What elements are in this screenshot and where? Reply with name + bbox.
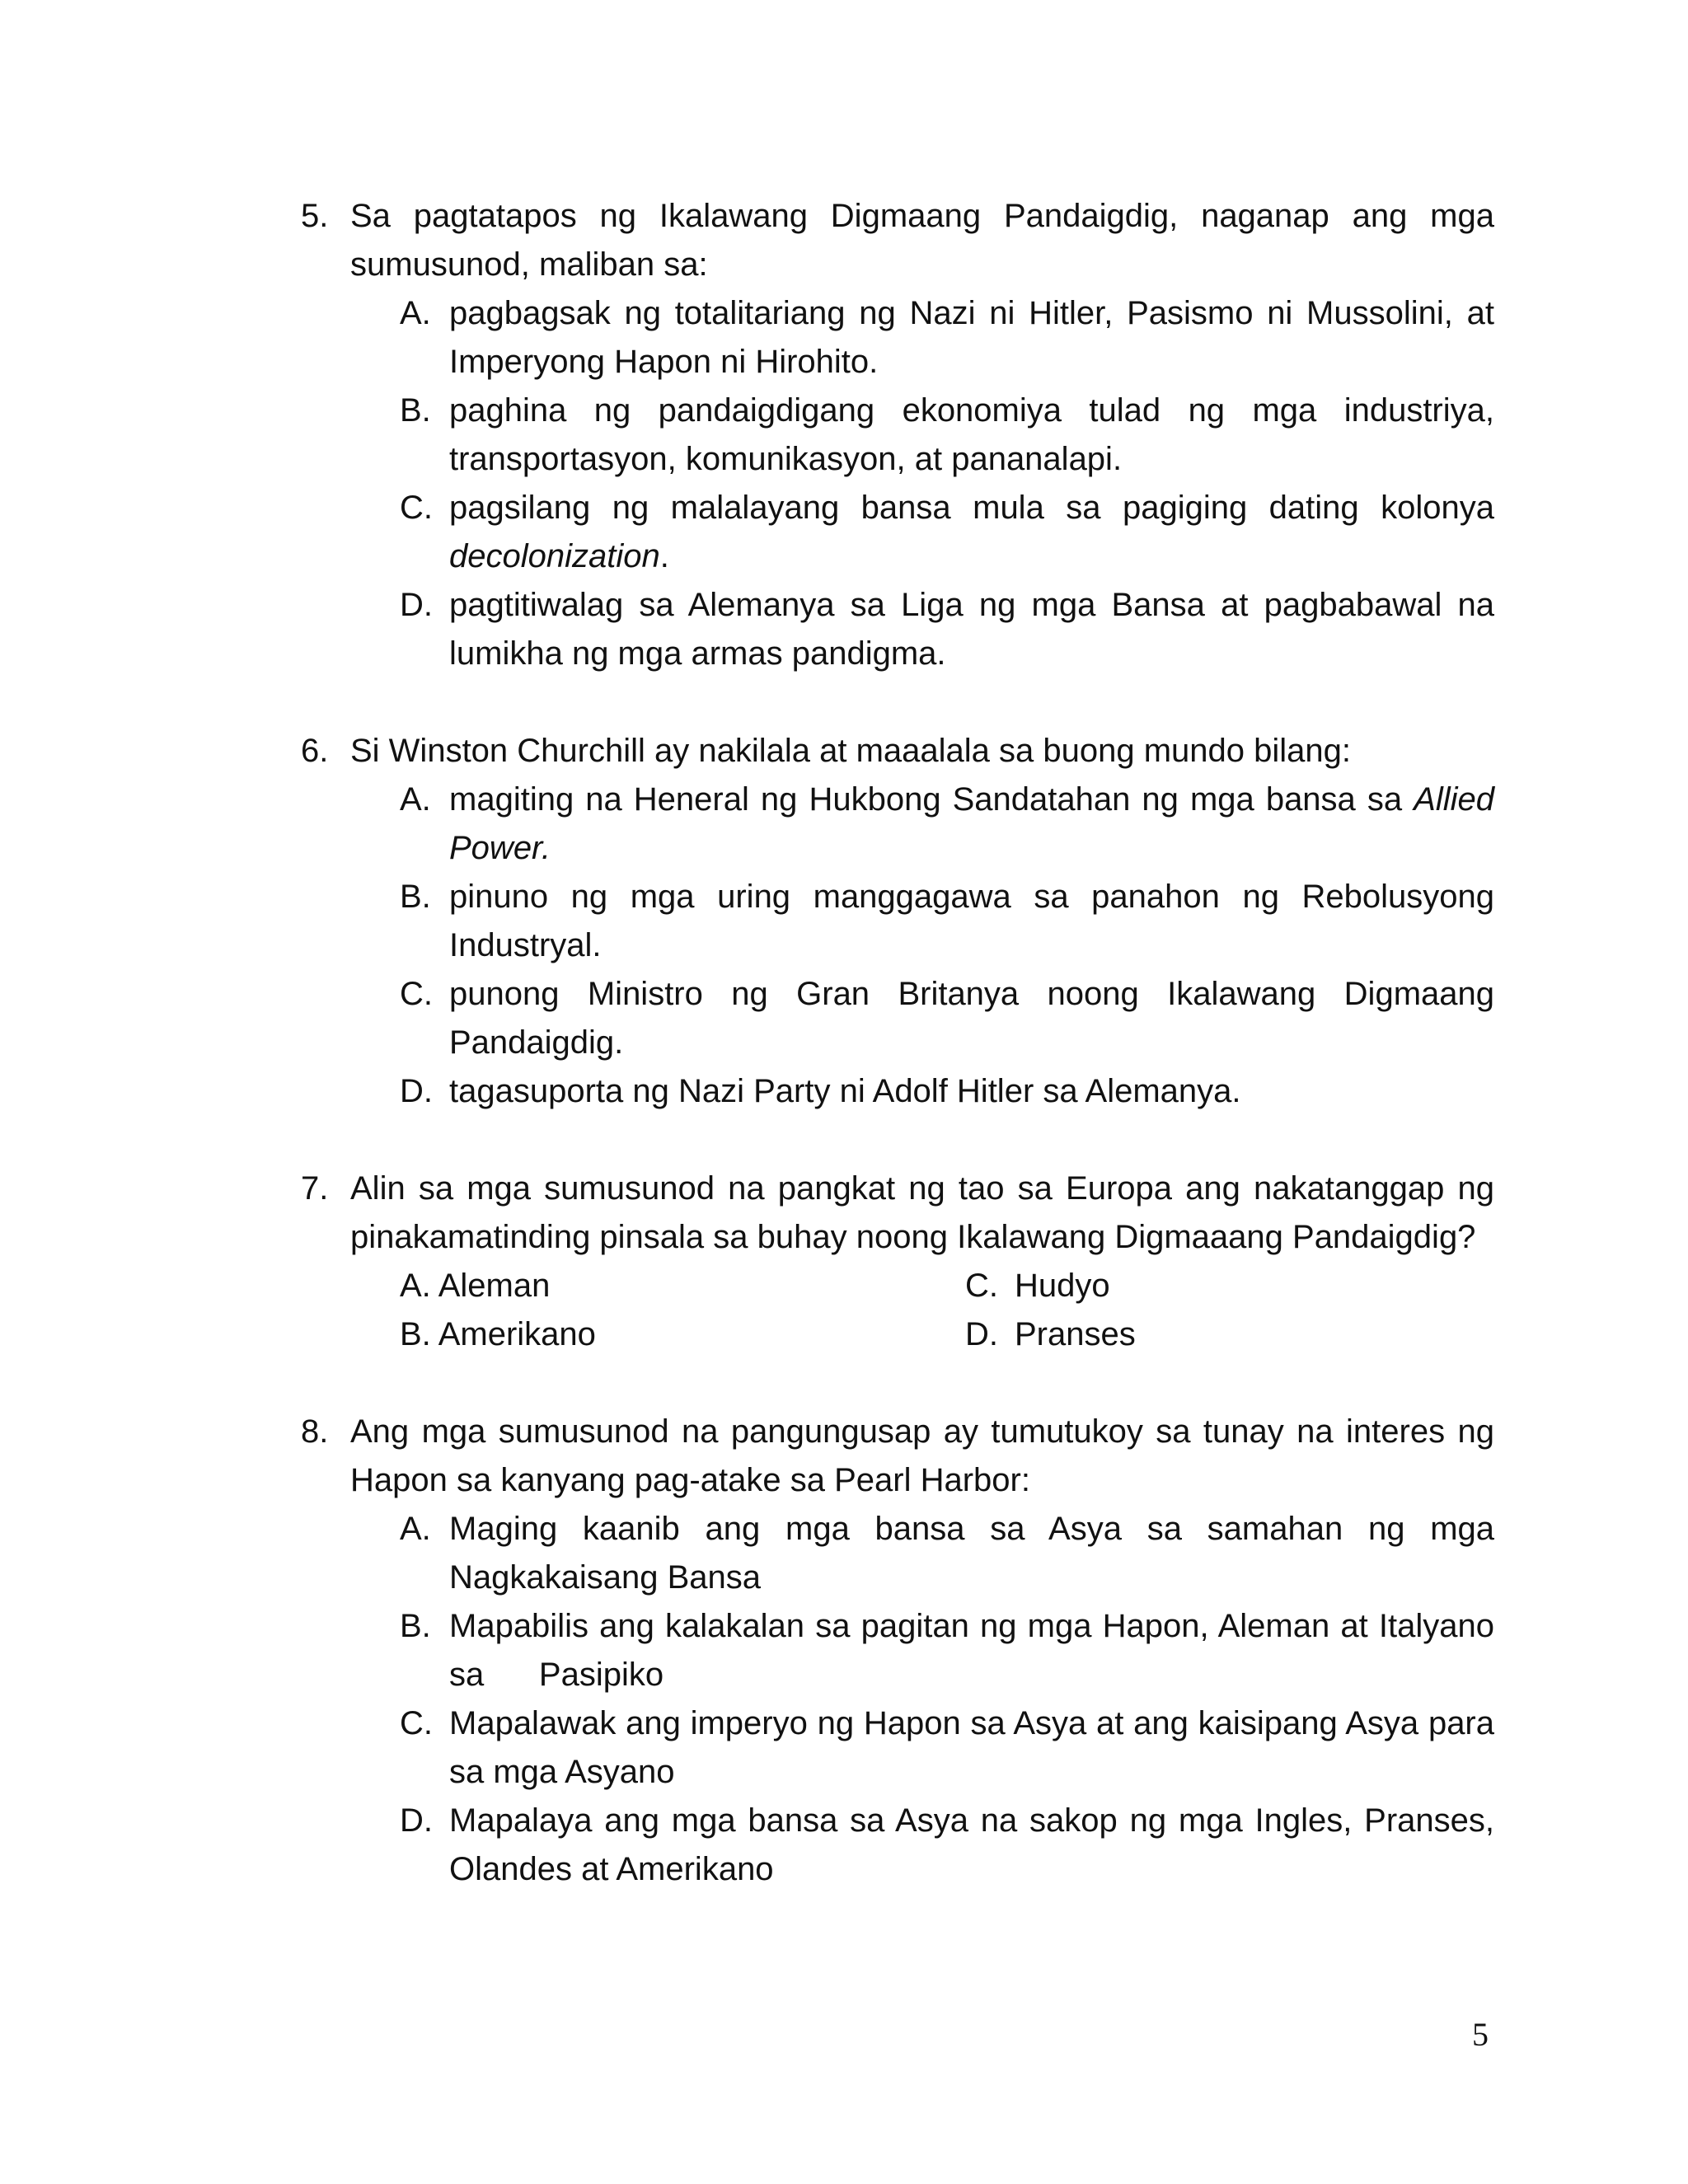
choice-list xyxy=(301,1505,1494,1894)
choice-text: Hudyo xyxy=(1015,1268,1110,1304)
question-text: Ang mga sumusunod na pangungusap ay tumutukoy sa tunay na interes ng Hapon sa kanyang pag-atake sa Pearl Harbor: xyxy=(350,1413,1494,1498)
choice-list xyxy=(301,776,1494,1116)
choice-a xyxy=(400,1262,550,1310)
choice-d xyxy=(965,1310,1136,1359)
question-5 xyxy=(301,192,1494,678)
choice-letter: D. xyxy=(400,1802,433,1839)
question-stem xyxy=(301,1165,1494,1262)
question-text: Si Winston Churchill ay nakilala at maaalala sa buong mundo bilang: xyxy=(350,733,1352,769)
choice-text: Mapalaya ang mga bansa sa Asya na sakop ng mga Ingles, Pranses, Olandes at Amerikano xyxy=(449,1802,1494,1887)
choice-text xyxy=(449,484,1494,581)
choice-text: punong Ministro ng Gran Britanya noong Ikalawang Digmaang Pandaigdig. xyxy=(449,976,1494,1061)
choice-text-italic: Allied Power. xyxy=(449,781,1495,866)
question-6 xyxy=(301,727,1494,1116)
choice-d xyxy=(301,1797,1494,1894)
choice-letter: C. xyxy=(400,490,433,526)
page-number: 5 xyxy=(1472,2016,1489,2053)
question-number: 8. xyxy=(301,1413,329,1450)
question-number: 5. xyxy=(301,198,329,234)
choice-letter: B. xyxy=(400,1316,431,1352)
choice-text: Amerikano xyxy=(438,1316,596,1352)
choice-letter: C. xyxy=(400,1705,433,1741)
choice-d xyxy=(301,581,1494,678)
choice-letter: D. xyxy=(965,1316,998,1352)
choice-c xyxy=(301,484,1494,581)
choice-c xyxy=(965,1262,1110,1310)
choice-text: paghina ng pandaigdigang ekonomiya tulad ng mga industriya, transportasyon, komunikasyon, at pananalapi. xyxy=(449,392,1494,477)
choice-text-main: magiting na Heneral ng Hukbong Sandatahan ng mga bansa sa xyxy=(449,781,1403,818)
choice-a xyxy=(301,776,1494,873)
question-stem xyxy=(301,1408,1494,1505)
choice-b xyxy=(301,873,1494,970)
choice-letter: B. xyxy=(400,392,431,429)
choice-text-italic: decolonization xyxy=(449,538,660,574)
question-text: Alin sa mga sumusunod na pangkat ng tao sa Europa ang nakatanggap ng pinakamatinding pinsala sa buhay noong Ikalawang Digmaaang Pandaigdig? xyxy=(350,1170,1494,1255)
choice-text: Maging kaanib ang mga bansa sa Asya sa samahan ng mga Nagkakaisang Bansa xyxy=(449,1511,1494,1596)
choice-letter: A. xyxy=(400,1511,431,1547)
choice-text: Pranses xyxy=(1015,1316,1136,1352)
choice-a xyxy=(301,289,1494,387)
question-8 xyxy=(301,1408,1494,1894)
question-stem xyxy=(301,192,1494,289)
choice-list xyxy=(301,289,1494,678)
choice-letter: A. xyxy=(400,781,431,818)
question-number: 7. xyxy=(301,1170,329,1207)
choice-letter: B. xyxy=(400,879,431,915)
choice-d xyxy=(301,1067,1494,1116)
choice-text-after: . xyxy=(659,538,669,574)
choice-text: Mapabilis ang kalakalan sa pagitan ng mga Hapon, Aleman at Italyano sa Pasipiko xyxy=(449,1608,1494,1693)
choice-text: pinuno ng mga uring manggagawa sa panahon ng Rebolusyong Industryal. xyxy=(449,879,1494,963)
choice-a xyxy=(301,1505,1494,1602)
choice-letter: C. xyxy=(400,976,433,1012)
choice-letter: A. xyxy=(400,1268,431,1304)
choice-text: pagbagsak ng totalitariang ng Nazi ni Hitler, Pasismo ni Mussolini, at Imperyong Hapon ni Hirohito. xyxy=(449,295,1494,380)
choice-b xyxy=(301,387,1494,484)
choice-text: Aleman xyxy=(438,1268,551,1304)
question-text: Sa pagtatapos ng Ikalawang Digmaang Pandaigdig, naganap ang mga sumusunod, maliban sa: xyxy=(350,198,1494,283)
choice-letter: D. xyxy=(400,587,433,623)
choice-text-main: pagsilang ng malalayang bansa mula sa pagiging dating kolonya xyxy=(449,490,1494,526)
choice-text xyxy=(449,776,1494,873)
question-7 xyxy=(301,1165,1494,1359)
choice-grid xyxy=(301,1262,1494,1359)
question-stem xyxy=(301,727,1494,776)
choice-c xyxy=(301,970,1494,1067)
choice-letter: D. xyxy=(400,1073,433,1109)
choice-c xyxy=(301,1699,1494,1797)
question-number: 6. xyxy=(301,733,329,769)
choice-letter: B. xyxy=(400,1608,431,1644)
choice-letter: A. xyxy=(400,295,431,331)
choice-letter: C. xyxy=(965,1268,998,1304)
choice-text: Mapalawak ang imperyo ng Hapon sa Asya at ang kaisipang Asya para sa mga Asyano xyxy=(449,1705,1494,1790)
choice-text: pagtitiwalag sa Alemanya sa Liga ng mga Bansa at pagbabawal na lumikha ng mga armas pandigma. xyxy=(449,587,1494,672)
choice-b xyxy=(301,1602,1494,1699)
choice-b xyxy=(400,1310,596,1359)
choice-text: tagasuporta ng Nazi Party ni Adolf Hitler sa Alemanya. xyxy=(449,1073,1241,1109)
